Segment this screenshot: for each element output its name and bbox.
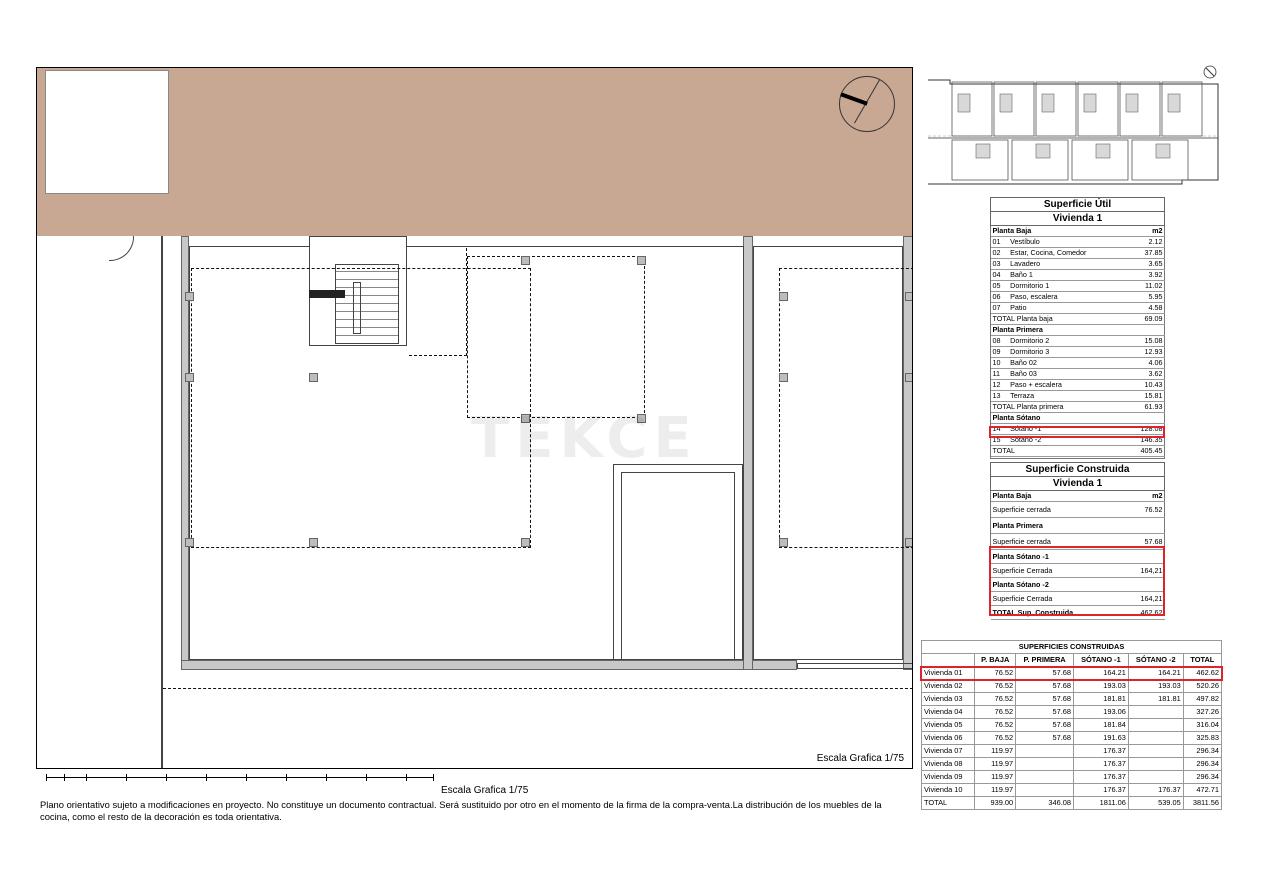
column <box>905 292 913 301</box>
door-swing <box>109 236 134 261</box>
dashed-stair <box>409 248 467 356</box>
unit-label: m2 <box>1126 226 1164 237</box>
column <box>779 538 788 547</box>
section-planta-primera: Planta Primera <box>991 325 1165 336</box>
table-row: Vivienda 01 76.52 57.68 164.21 164.21 462.62 <box>922 667 1222 680</box>
column <box>309 538 318 547</box>
disclaimer-note: Plano orientativo sujeto a modificaciones en proyecto. No constituye un documento contractual. Será sustituido por otro en el momento de la firma de la compra-venta.La distribución de los muebles de la cocina, como el resto de la decoración es toda orientativa. <box>40 799 882 822</box>
superficie-util-table <box>990 197 1165 457</box>
terrace-area <box>37 68 912 236</box>
column <box>185 373 194 382</box>
highlight-vivienda-01 <box>920 666 1223 681</box>
total-row: TOTAL Sup. Construida 462.62 <box>991 606 1165 620</box>
total-row: TOTAL Planta baja 69.09 <box>992 314 1163 323</box>
room-row: 11 Baño 03 3.62 <box>992 369 1163 378</box>
scale-label-inside: Escala Grafica 1/75 <box>816 753 904 764</box>
section-planta-baja: Planta Baja <box>991 226 1127 237</box>
table-row: Vivienda 05 76.52 57.68 181.84 316.04 <box>922 719 1222 732</box>
table-row: Vivienda 03 76.52 57.68 181.81 181.81 497.82 <box>922 693 1222 706</box>
room-row: 07 Patio 4.58 <box>992 303 1163 312</box>
superficie-construida-title: Superficie Construida <box>991 463 1165 477</box>
room-row: 08 Dormitorio 2 15.08 <box>992 336 1163 345</box>
total-row: TOTAL 405.45 <box>992 446 1163 455</box>
room-row: 01 Vestíbulo 2.12 <box>992 237 1163 246</box>
superficie-util-title: Superficie Útil <box>991 198 1165 212</box>
wall-left <box>181 236 189 670</box>
area-row: Superficie Cerrada 164,21 <box>991 592 1165 606</box>
north-compass-icon <box>839 76 895 132</box>
patio-opening <box>45 70 169 194</box>
table-total-row: TOTAL 939.00 346.08 1811.06 539.05 3811.56 <box>922 797 1222 810</box>
watermark: TEKCE <box>471 406 698 471</box>
summary-title: SUPERFICIES CONSTRUIDAS <box>922 641 1222 654</box>
superficie-util-subtitle: Vivienda 1 <box>991 212 1165 226</box>
highlight-sotano-1 <box>989 426 1165 438</box>
table-row: Vivienda 09 119.97 176.37 296.34 <box>922 771 1222 784</box>
room-row: 15 Sótano -2 146.35 <box>992 435 1163 444</box>
column <box>185 292 194 301</box>
summary-header-row: P. BAJA P. PRIMERA SÓTANO -1 SÓTANO -2 TOTAL <box>922 654 1222 667</box>
room-row: 03 Lavadero 3.65 <box>992 259 1163 268</box>
table-row: Vivienda 10 119.97 176.37 176.37 472.71 <box>922 784 1222 797</box>
section-planta-sotano: Planta Sótano <box>991 413 1165 424</box>
scale-label: Escala Grafica 1/75 <box>441 785 529 796</box>
column <box>521 256 530 265</box>
site-key-plan <box>920 60 1226 192</box>
room-row: 04 Baño 1 3.92 <box>992 270 1163 279</box>
room-row: 05 Dormitorio 1 11.02 <box>992 281 1163 290</box>
room-lower-inner <box>621 472 735 660</box>
total-row: TOTAL Planta primera 61.93 <box>992 402 1163 411</box>
column <box>779 292 788 301</box>
wall-center <box>743 236 753 670</box>
room-row: 06 Paso, escalera 5.95 <box>992 292 1163 301</box>
table-row: Vivienda 08 119.97 176.37 296.34 <box>922 758 1222 771</box>
column <box>521 538 530 547</box>
room-row: 13 Terraza 15.81 <box>992 391 1163 400</box>
table-row: Vivienda 06 76.52 57.68 191.63 325.83 <box>922 732 1222 745</box>
column <box>905 373 913 382</box>
wall-bottom <box>181 660 797 670</box>
room-row: 10 Baño 02 4.06 <box>992 358 1163 367</box>
column <box>905 538 913 547</box>
area-row: Superficie cerrada 57.68 <box>991 534 1165 550</box>
superficie-construida-subtitle: Vivienda 1 <box>991 477 1165 491</box>
dashed-outline-right <box>779 268 913 548</box>
highlight-sotanos <box>989 546 1165 616</box>
column <box>309 373 318 382</box>
column <box>637 256 646 265</box>
dashed-boundary <box>163 688 913 689</box>
room-row: 12 Paso + escalera 10.43 <box>992 380 1163 389</box>
room-row: 14 Sótano -1 128.08 <box>992 424 1163 433</box>
table-row: Vivienda 02 76.52 57.68 193.03 193.03 520.26 <box>922 680 1222 693</box>
area-row: Superficie Cerrada 164,21 <box>991 564 1165 578</box>
table-row: Vivienda 04 76.52 57.68 193.06 327.26 <box>922 706 1222 719</box>
superficie-construida-table: Superficie Construida Vivienda 1 Planta Baja m2 Superficie cerrada 76.52 Planta Primera Superficie cerrada 57.68 Planta Sótano -1 Superficie Cerrada 164,21 Planta Sótano -2 Superficie Cerrada 164,21 TOTAL Sup. Construida 462.62 <box>990 462 1165 620</box>
graphic-scale-bar <box>46 777 434 784</box>
boundary-bottom <box>797 663 913 669</box>
floor-plan <box>36 67 913 769</box>
column <box>779 373 788 382</box>
boundary-line <box>161 236 163 769</box>
table-row: Vivienda 07 119.97 176.37 296.34 <box>922 745 1222 758</box>
column <box>185 538 194 547</box>
room-row: 09 Dormitorio 3 12.93 <box>992 347 1163 356</box>
area-row: Superficie cerrada 76.52 <box>991 502 1165 518</box>
room-row: 02 Estar, Cocina, Comedor 37.85 <box>992 248 1163 257</box>
dashed-outline-upper <box>467 256 645 418</box>
